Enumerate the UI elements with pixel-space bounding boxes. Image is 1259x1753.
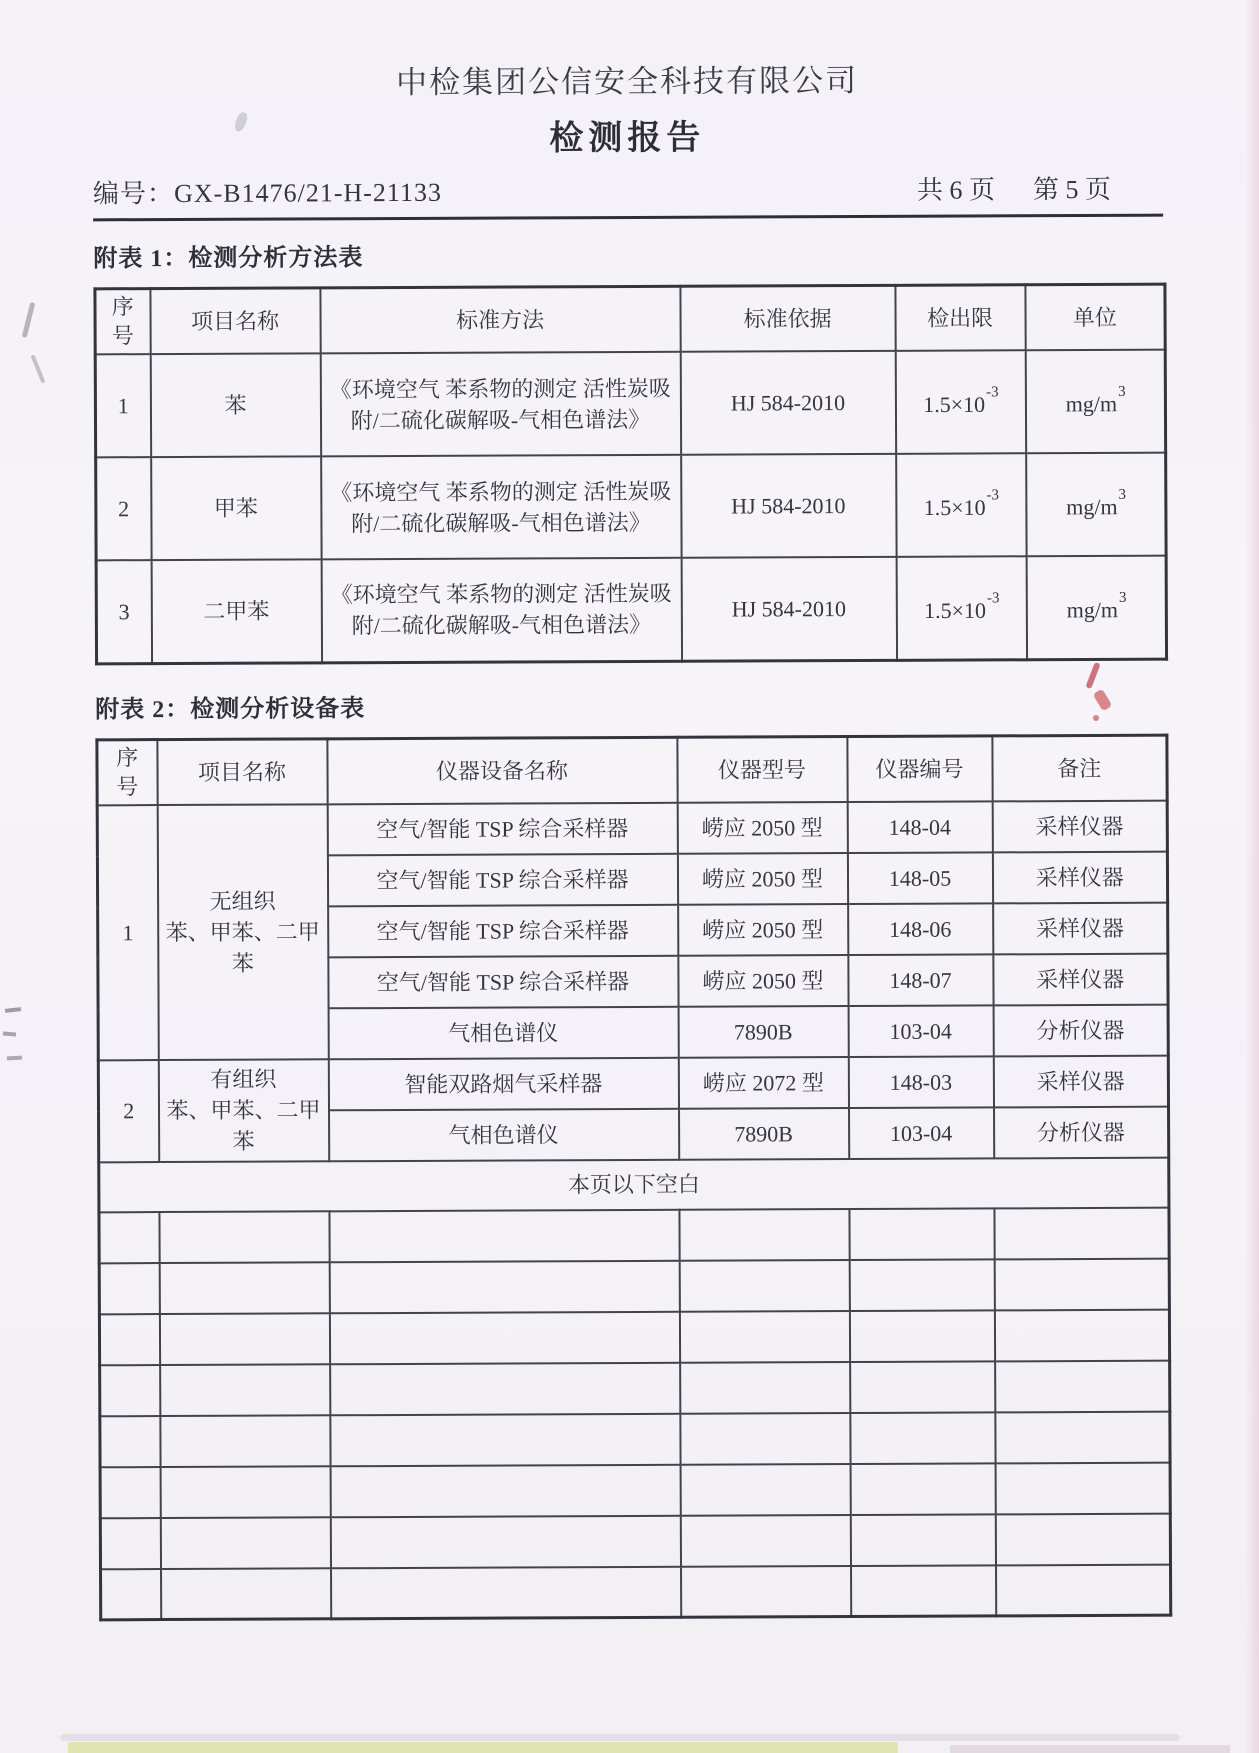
- blank-cell: [160, 1364, 330, 1416]
- blank-cell: [100, 1467, 160, 1518]
- blank-cell: [330, 1362, 680, 1415]
- col-header-item: 项目名称: [150, 288, 320, 354]
- device-serial: 148-06: [848, 903, 993, 955]
- col-header-device: 仪器设备名称: [327, 737, 677, 804]
- blank-row: [99, 1309, 1169, 1365]
- item-name: 甲苯: [151, 456, 321, 560]
- device-model: 崂应 2072 型: [678, 1057, 848, 1109]
- device-serial: 103-04: [849, 1107, 994, 1159]
- group-item: 有组织 苯、甲苯、二甲苯: [158, 1059, 328, 1162]
- device-model: 崂应 2050 型: [678, 904, 848, 956]
- col-header-unit: 单位: [1025, 284, 1165, 350]
- device-name: 气相色谱仪: [328, 1006, 678, 1059]
- device-name: 空气/智能 TSP 综合采样器: [328, 904, 678, 957]
- pagination: [917, 169, 1111, 207]
- table1-caption: 附表 1：检测分析方法表: [93, 245, 364, 273]
- blank-cell: [849, 1310, 994, 1362]
- table-row: [95, 350, 1165, 458]
- blank-cell: [680, 1413, 850, 1465]
- unit: $mg/m^3$: [1026, 556, 1166, 660]
- blank-grid-body: [99, 1207, 1171, 1620]
- blank-cell: [159, 1262, 329, 1314]
- unit: $mg/m^3$: [1026, 453, 1166, 557]
- blank-cell: [994, 1207, 1169, 1259]
- device-name: 空气/智能 TSP 综合采样器: [328, 955, 678, 1008]
- blank-cell: [160, 1466, 330, 1518]
- blank-cell: [99, 1263, 159, 1314]
- device-model: 7890B: [678, 1006, 848, 1058]
- blank-cell: [996, 1564, 1171, 1616]
- col-header-basis: 标准依据: [680, 285, 895, 351]
- blank-row: [100, 1411, 1170, 1467]
- blank-row: [101, 1564, 1171, 1620]
- device-model: 崂应 2050 型: [677, 853, 847, 905]
- group-item: 无组织 苯、甲苯、二甲苯: [157, 804, 328, 1060]
- table2-caption: 附表 2：检测分析设备表: [95, 695, 366, 723]
- device-serial: 148-05: [847, 852, 992, 904]
- device-note: 分析仪器: [994, 1106, 1169, 1158]
- blank-cell: [994, 1309, 1169, 1361]
- table-row: [98, 1055, 1168, 1111]
- blank-cell: [680, 1464, 850, 1516]
- report-number-value: GX-B1476/21-H-21133: [173, 177, 442, 208]
- page-current: 第 5 页: [1032, 174, 1112, 205]
- row-no: 3: [96, 560, 151, 663]
- methods-header-row: [95, 284, 1165, 354]
- company-name: 中检集团公信安全科技有限公司: [395, 62, 859, 101]
- row-no: 1: [95, 354, 150, 457]
- detection-limit: $1.5\times 10^{-3}$: [895, 350, 1025, 454]
- blank-cell: [850, 1412, 995, 1464]
- row-no: 2: [96, 457, 151, 560]
- device-serial: 148-07: [848, 954, 993, 1006]
- standard-basis: HJ 584-2010: [681, 557, 896, 661]
- detection-limit: $1.5\times 10^{-3}$: [896, 453, 1026, 557]
- blank-row: [100, 1462, 1170, 1518]
- col-header-no: 序号: [95, 289, 150, 355]
- col-header-method: 标准方法: [320, 286, 680, 353]
- blank-cell: [329, 1209, 679, 1262]
- standard-basis: HJ 584-2010: [680, 351, 895, 455]
- blank-cell: [331, 1566, 681, 1619]
- blank-note: 本页以下空白: [99, 1157, 1169, 1212]
- blank-cell: [850, 1514, 995, 1566]
- device-name: 智能双路烟气采样器: [328, 1057, 678, 1110]
- group-no: 1: [97, 805, 158, 1060]
- blank-cell: [330, 1464, 680, 1517]
- device-note: 采样仪器: [993, 902, 1168, 954]
- equipment-header-row: [97, 735, 1167, 805]
- blank-cell: [99, 1212, 159, 1263]
- col-header-serial: 仪器编号: [847, 735, 992, 801]
- col-header-item: 项目名称: [157, 738, 327, 804]
- blank-cell: [330, 1515, 680, 1568]
- blank-cell: [849, 1208, 994, 1260]
- blank-cell: [680, 1362, 850, 1414]
- blank-cell: [995, 1360, 1170, 1412]
- device-serial: 148-03: [848, 1056, 993, 1108]
- col-header-model: 仪器型号: [677, 736, 847, 802]
- equipment-table: [95, 733, 1172, 1621]
- blank-cell: [995, 1513, 1170, 1565]
- blank-cell: [329, 1260, 679, 1313]
- blank-cell: [161, 1568, 331, 1620]
- device-serial: 148-04: [847, 801, 992, 853]
- device-note: 采样仪器: [992, 800, 1167, 852]
- blank-cell: [994, 1258, 1169, 1310]
- device-model: 崂应 2050 型: [678, 955, 848, 1007]
- standard-method: 《环境空气 苯系物的测定 活性炭吸附/二硫化碳解吸-气相色谱法》: [320, 352, 680, 457]
- header-rule: [93, 214, 1163, 222]
- blank-cell: [679, 1311, 849, 1363]
- blank-cell: [100, 1365, 160, 1416]
- table-row: [96, 556, 1166, 664]
- standard-method: 《环境空气 苯系物的测定 活性炭吸附/二硫化碳解吸-气相色谱法》: [321, 455, 681, 560]
- device-note: 采样仪器: [992, 851, 1167, 903]
- blank-cell: [159, 1211, 329, 1263]
- blank-cell: [100, 1416, 160, 1467]
- device-model: 7890B: [679, 1108, 849, 1160]
- blank-cell: [995, 1462, 1170, 1514]
- table-row: [97, 800, 1167, 856]
- blank-cell: [850, 1463, 995, 1515]
- device-note: 分析仪器: [993, 1004, 1168, 1056]
- blank-row: [99, 1258, 1169, 1314]
- group-no: 2: [98, 1060, 158, 1162]
- report-number-label: 编号：: [92, 178, 175, 209]
- col-header-no: 序号: [97, 739, 157, 805]
- blank-cell: [101, 1569, 161, 1620]
- methods-table: [93, 283, 1168, 665]
- blank-cell: [680, 1515, 850, 1567]
- blank-cell: [681, 1566, 851, 1618]
- blank-cell: [160, 1415, 330, 1467]
- device-note: 采样仪器: [993, 953, 1168, 1005]
- device-model: 崂应 2050 型: [677, 802, 847, 854]
- report-meta-row: [93, 169, 1163, 211]
- blank-cell: [995, 1411, 1170, 1463]
- col-header-note: 备注: [992, 735, 1167, 801]
- standard-basis: HJ 584-2010: [681, 454, 896, 558]
- blank-cell: [679, 1209, 849, 1261]
- blank-note-row: [99, 1157, 1169, 1212]
- col-header-limit: 检出限: [895, 285, 1025, 351]
- blank-cell: [100, 1518, 160, 1569]
- item-name: 二甲苯: [151, 559, 321, 663]
- blank-cell: [330, 1413, 680, 1466]
- unit: $mg/m^3$: [1025, 350, 1165, 454]
- blank-cell: [849, 1259, 994, 1311]
- blank-cell: [850, 1361, 995, 1413]
- blank-row: [100, 1513, 1170, 1569]
- blank-cell: [160, 1517, 330, 1569]
- table-row: [96, 453, 1166, 561]
- blank-row: [99, 1207, 1169, 1263]
- scan-edge-shadow: [60, 1734, 1180, 1741]
- device-note: 采样仪器: [993, 1055, 1168, 1107]
- report-title: 检测报告: [549, 119, 706, 158]
- scan-edge-shadow: [950, 1745, 1230, 1753]
- blank-cell: [851, 1565, 996, 1617]
- scan-edge-strip: [68, 1742, 898, 1753]
- device-name: 空气/智能 TSP 综合采样器: [327, 853, 677, 906]
- item-name: 苯: [150, 353, 320, 457]
- blank-cell: [329, 1311, 679, 1364]
- standard-method: 《环境空气 苯系物的测定 活性炭吸附/二硫化碳解吸-气相色谱法》: [321, 558, 681, 663]
- device-name: 空气/智能 TSP 综合采样器: [327, 802, 677, 855]
- blank-cell: [679, 1260, 849, 1312]
- pages-total: 共 6 页: [916, 175, 996, 205]
- report-number: [93, 170, 917, 211]
- detection-limit: $1.5\times 10^{-3}$: [896, 556, 1026, 660]
- blank-row: [100, 1360, 1170, 1416]
- blank-cell: [159, 1313, 329, 1365]
- device-name: 气相色谱仪: [329, 1108, 679, 1161]
- blank-cell: [99, 1314, 159, 1365]
- device-serial: 103-04: [848, 1005, 993, 1057]
